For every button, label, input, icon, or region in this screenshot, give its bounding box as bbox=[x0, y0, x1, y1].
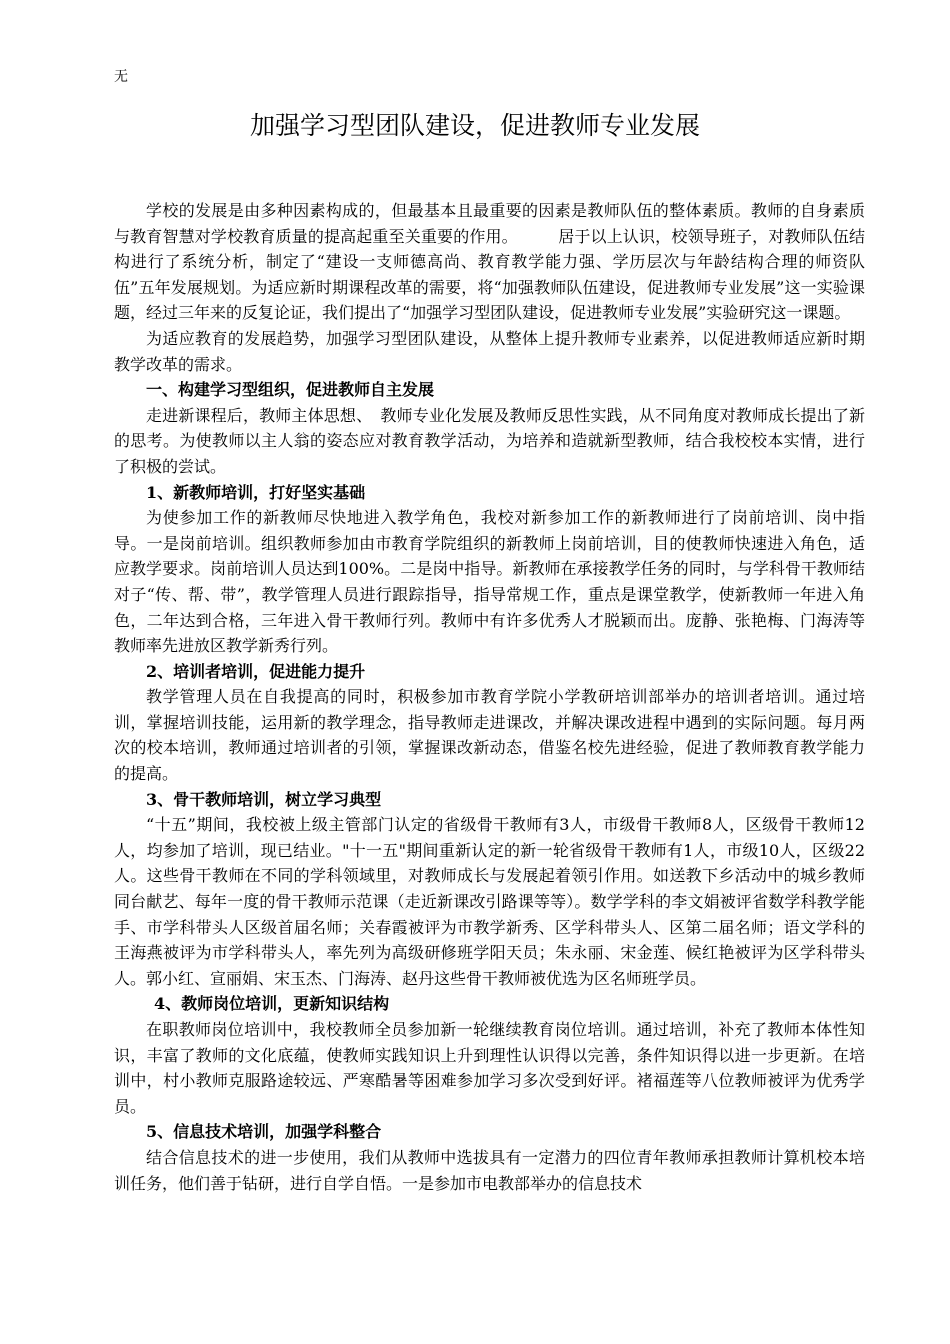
paragraph-trend: 为适应教育的发展趋势，加强学习型团队建设，从整体上提升教师专业素养，以促进教师适应新时期教学改革的需求。 bbox=[114, 328, 865, 374]
paragraph-sub-2: 教学管理人员在自我提高的同时，积极参加市教育学院小学教研培训部举办的培训者培训。通过培训，掌握培训技能，运用新的教学理念，指导教师走进课改，并解决课改进程中遇到的实际问题。每月两次的校本培训，教师通过培训者的引领，掌握课改新动态，借鉴名校先进经验，促进了教师教育教学能力的提高。 bbox=[114, 687, 865, 784]
subheading-2: 2、培训者培训，促进能力提升 bbox=[146, 661, 366, 681]
subheading-3: 3、骨干教师培训，树立学习典型 bbox=[146, 789, 382, 809]
paragraph-sub-1: 为使参加工作的新教师尽快地进入教学角色，我校对新参加工作的新教师进行了岗前培训、岗中指导。一是岗前培训。组织教师参加由市教育学院组织的新教师上岗前培训，目的使教师快速进入角色，适应教学要求。岗前培训人员达到100%。二是岗中指导。新教师在承接教学任务的同时，与学科骨干教师结对子“传、帮、带”，教学管理人员进行跟踪指导，指导常规工作，重点是课堂教学，使新教师一年进入角色，二年达到合格，三年进入骨干教师行列。教师中有许多优秀人才脱颖而出。庞静、张艳梅、门海涛等教师率先进放区教学新秀行列。 bbox=[114, 508, 865, 656]
section-heading-1: 一、构建学习型组织，促进教师自主发展 bbox=[146, 380, 435, 400]
header-mark: 无 bbox=[114, 69, 128, 85]
paragraph-sub-4: 在职教师岗位培训中，我校教师全员参加新一轮继续教育岗位培训。通过培训，补充了教师本体性知识，丰富了教师的文化底蕴，使教师实践知识上升到理性认识得以完善，条件知识得以进一步更新。在培训中，村小教师克服路途较远、严寒酷暑等困难参加学习多次受到好评。褚福莲等八位教师被评为优秀学员。 bbox=[114, 1020, 865, 1116]
paragraph-section-1: 走进新课程后，教师主体思想、 教师专业化发展及教师反思性实践，从不同角度对教师成长提出了新的思考。为使教师以主人翁的姿态应对教育教学活动，为培养和造就新型教师，结合我校校本实情，进行了积极的尝试。 bbox=[114, 405, 865, 476]
paragraph-sub-3: “十五”期间，我校被上级主管部门认定的省级骨干教师有3人，市级骨干教师8人，区级骨干教师12人，均参加了培训，现已结业。"十一五"期间重新认定的新一轮省级骨干教师有1人，市级10人，区级22人。这些骨干教师在不同的学科领域里，对教师成长与发展起着领引作用。如送教下乡活动中的城乡教师同台献艺、每年一度的骨干教师示范课（走近新课改引路课等等）。数学学科的李文娟被评省数学科教学能手、市学科带头人区级首届名师；关春霞被评为市教学新秀、区学科带头人、区第二届名师；语文学科的王海燕被评为市学科带头人，率先列为高级研修班学阳天员；朱永丽、宋金莲、候红艳被评为区学科带头人。郭小红、宣丽娟、宋玉杰、门海涛、赵丹这些骨干教师被优选为区名师班学员。 bbox=[114, 815, 865, 988]
paragraph-intro: 学校的发展是由多种因素构成的，但最基本且最重要的因素是教师队伍的整体素质。教师的自身素质与教育智慧对学校教育质量的提高起重至关重要的作用。 居于以上认识，校领导班子，对教师队伍结构进行了系统分析，制定了“建设一支师德高尚、教育教学能力强、学历层次与年龄结构合理的师资队伍”五年发展规划。为适应新时期课程改革的需要，将“加强教师队伍建设，促进教师专业发展”这一实验课题，经过三年来的反复论证，我们提出了“加强学习型团队建设，促进教师专业发展”实验研究这一课题。 bbox=[114, 201, 865, 323]
subheading-5: 5、信息技术培训，加强学科整合 bbox=[146, 1122, 382, 1142]
document-body bbox=[114, 198, 865, 1196]
subheading-4: 4、教师岗位培训，更新知识结构 bbox=[154, 994, 390, 1014]
subheading-1: 1、新教师培训，打好坚实基础 bbox=[146, 482, 366, 502]
document-title: 加强学习型团队建设，促进教师专业发展 bbox=[249, 111, 700, 140]
paragraph-sub-5: 结合信息技术的进一步使用，我们从教师中选拔具有一定潜力的四位青年教师承担教师计算机校本培训任务，他们善于钻研，进行自学自悟。一是参加市电教部举办的信息技术 bbox=[114, 1147, 865, 1193]
